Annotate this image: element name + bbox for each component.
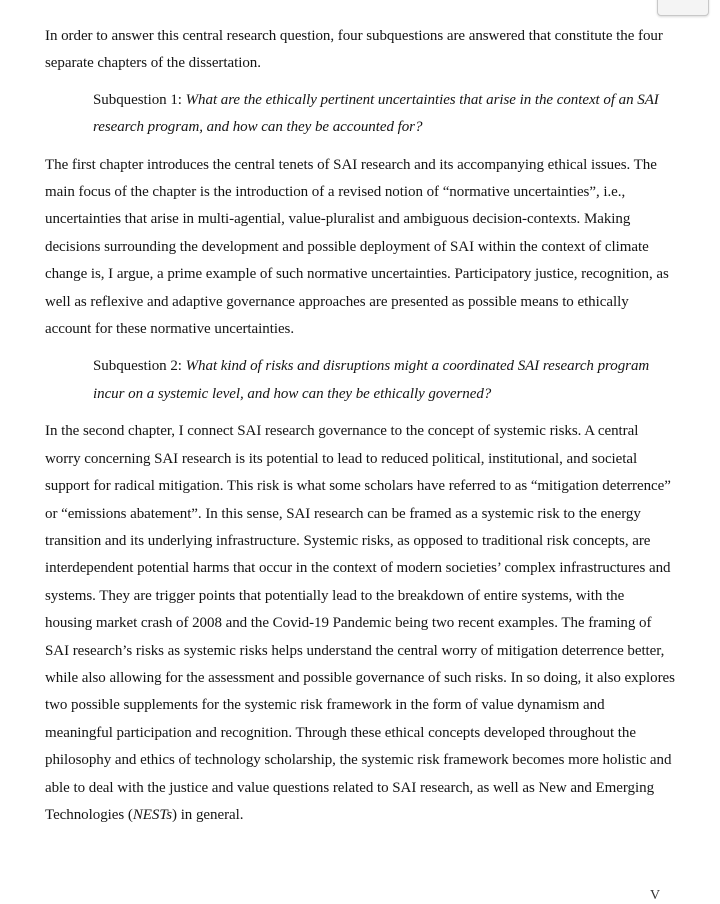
nests-abbreviation: NESTs bbox=[132, 806, 173, 823]
subquestion-1-label: Subquestion 1: bbox=[93, 91, 182, 108]
chapter-1-paragraph: The first chapter introduces the central tenets of SAI research and its accompanying ethical issues. The main focus of the chapter is the introduction of a revised notion of “normative uncertainties”, i.e., uncertainties that arise in multi-agential, value-pluralist and ambiguous decision-contexts. Making decisions surrounding the development and possible deployment of SAI within the context of climate change is, I argue, a prime example of such normative uncertainties. Participatory justice, recognition, as well as reflexive and adaptive governance approaches are presented as possible means to ethically account for these normative uncertainties. bbox=[45, 156, 669, 338]
subquestion-2-label: Subquestion 2: bbox=[93, 358, 182, 375]
document-page bbox=[45, 23, 675, 839]
chapter-2-text-end: ) in general. bbox=[172, 806, 244, 823]
corner-tab-button[interactable] bbox=[657, 0, 709, 16]
page-number: V bbox=[650, 888, 661, 903]
intro-paragraph: In order to answer this central research question, four subquestions are answered that constitute the four separate chapters of the dissertation. bbox=[45, 28, 663, 72]
subquestion-2-text: What kind of risks and disruptions might a coordinated SAI research program incur on a systemic level, and how can they be ethically governed? bbox=[93, 358, 650, 402]
subquestion-1 bbox=[93, 87, 667, 142]
subquestion-2 bbox=[93, 353, 667, 408]
subquestion-1-text: What are the ethically pertinent uncertainties that arise in the context of an SAI research program, and how can they be accounted for? bbox=[93, 91, 659, 136]
chapter-2-text-main: In the second chapter, I connect SAI research governance to the concept of systemic risks. A central worry concerning SAI research is its potential to lead to reduced political, institutional, and societal support for radical mitigation. This risk is what some scholars have referred to as “mitigation deterrence” or “emissions abatement”. In this sense, SAI research can be framed as a systemic risk to the energy transition and its underlying infrastructure. Systemic risks, as opposed to traditional risk concepts, are interdependent potential harms that occur in the context of modern societies’ complex infrastructures and systems. They are trigger points that potentially lead to the breakdown of entire systems, with the housing market crash of 2008 and the Covid-19 Pandemic being two recent examples. The framing of SAI research’s risks as systemic risks helps understand the central worry of mitigation deterrence better, while also allowing for the assessment and possible governance of such risks. In so doing, it also explores two possible supplements for the systemic risk framework in the form of value dynamism and meaningful participation and recognition. Through these ethical concepts developed throughout the philosophy and ethics of technology scholarship, the systemic risk framework becomes more holistic and able to deal with the justice and value questions related to SAI research, as well as New and Emerging Technologies ( bbox=[45, 423, 675, 823]
chapter-2-paragraph bbox=[45, 418, 675, 829]
